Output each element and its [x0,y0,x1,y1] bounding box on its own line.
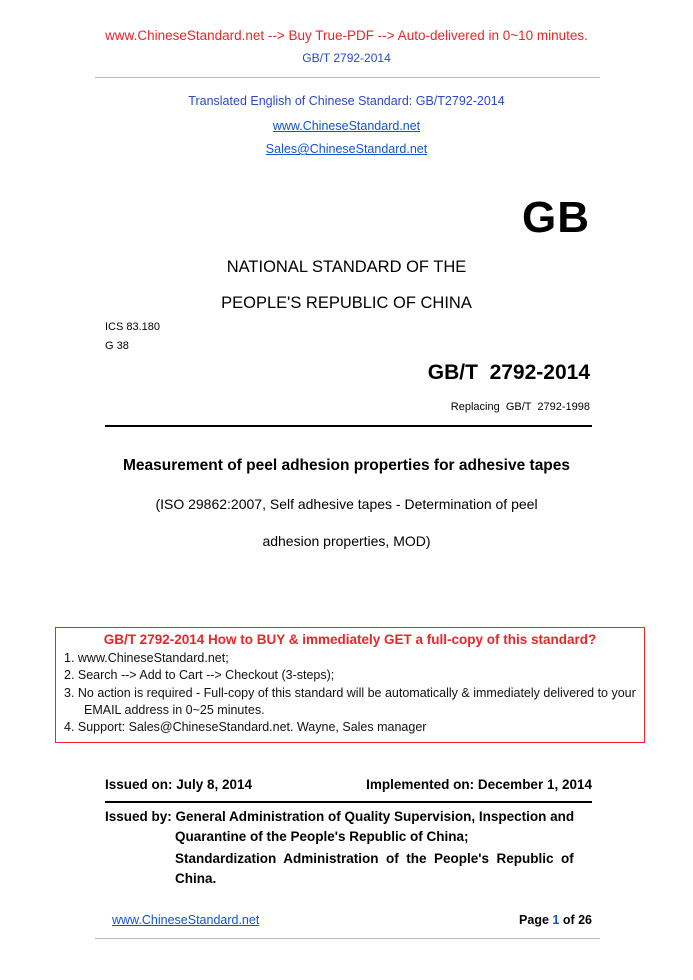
title-divider [105,425,592,427]
buy-step-3: 3. No action is required - Full-copy of this standard will be automatically & immediately delivered to your EMAIL address in 0~25 minutes. [64,685,636,717]
buy-box-title: GB/T 2792-2014 How to BUY & immediately GET a full-copy of this standard? [103,632,597,647]
site-link[interactable]: www.ChineseStandard.net [272,119,421,133]
implemented-date: Implemented on: December 1, 2014 [366,777,592,792]
issued-by-line4: China. [175,871,217,886]
national-standard-line2: PEOPLE'S REPUBLIC OF CHINA [221,294,472,312]
classification-code: G 38 [105,340,129,352]
gb-logo: GB [522,193,590,242]
dates-row [105,777,592,792]
issued-date: Issued on: July 8, 2014 [105,777,253,792]
footer-divider [95,938,600,939]
page-number: 1 [552,913,560,927]
standard-subtitle-line2: adhesion properties, MOD) [262,533,431,549]
page-indicator [519,913,592,927]
translated-line: Translated English of Chinese Standard: GB/T2792-2014 [188,94,505,108]
page-prefix: Page [519,913,553,927]
standard-subtitle-line1: (ISO 29862:2007, Self adhesive tapes - Determination of peel [155,496,538,512]
footer-site-link[interactable]: www.ChineseStandard.net [112,913,260,927]
page-suffix: of 26 [559,913,592,927]
header-email-link-row [0,142,693,156]
header-divider [95,77,600,78]
standard-code: GB/T 2792-2014 [427,361,590,384]
national-standard-line1: NATIONAL STANDARD OF THE [226,258,467,276]
buy-instructions-box [55,627,645,743]
issued-by-line2: Quarantine of the People's Republic of China; [175,829,469,844]
issued-by-line3: Standardization Administration of the People's Republic of [175,851,574,866]
dates-divider [105,801,592,803]
replacing-note: Replacing GB/T 2792-1998 [450,401,590,413]
buy-step-4[interactable]: 4. Support: Sales@ChineseStandard.net. Wayne, Sales manager [64,720,427,734]
email-link[interactable]: Sales@ChineseStandard.net [265,142,428,156]
header-site-link-row [0,119,693,133]
buy-step-2: 2. Search --> Add to Cart --> Checkout (3-steps); [64,668,335,683]
footer-site-link-row [112,913,259,927]
buy-step-1[interactable]: 1. www.ChineseStandard.net; [64,651,229,665]
issued-by-line1: Issued by: General Administration of Quality Supervision, Inspection and [105,809,575,824]
promo-line[interactable]: www.ChineseStandard.net --> Buy True-PDF --> Auto-delivered in 0~10 minutes. [105,28,588,43]
standard-title: Measurement of peel adhesion properties for adhesive tapes [122,457,571,474]
ics-code: ICS 83.180 [105,321,161,333]
doc-code-header: GB/T 2792-2014 [302,51,391,65]
